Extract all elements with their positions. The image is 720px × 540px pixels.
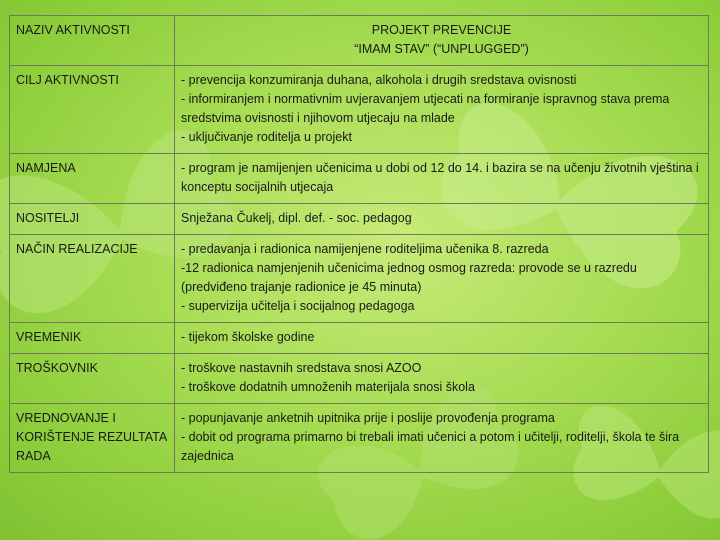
row-label-cell <box>10 235 175 323</box>
row-value-cell <box>175 323 709 354</box>
table-row <box>10 154 709 204</box>
row-label: TROŠKOVNIK <box>16 361 98 375</box>
row-label: VREMENIK <box>16 330 82 344</box>
row-line: - informiranjem i normativnim uvjeravanjem utjecati na formiranje ispravnog stava prema sredstvima ovisnosti i njihovom utjecaju na mlade <box>181 92 670 125</box>
row-label: CILJ AKTIVNOSTI <box>16 73 119 87</box>
row-label: VREDNOVANJE I KORIŠTENJE REZULTATA RADA <box>16 411 167 463</box>
row-line: - uključivanje roditelja u projekt <box>181 130 352 144</box>
row-label-cell <box>10 154 175 204</box>
row-label: NOSITELJI <box>16 211 80 225</box>
activity-table <box>9 15 709 473</box>
row-label-cell <box>10 66 175 154</box>
row-line: - predavanja i radionica namijenjene roditeljima učenika 8. razreda <box>181 242 549 256</box>
table-row <box>10 66 709 154</box>
row-label-cell <box>10 354 175 404</box>
row-line: - troškove nastavnih sredstava snosi AZOO <box>181 361 422 375</box>
row-label: NAČIN REALIZACIJE <box>16 242 138 256</box>
row-label: NAMJENA <box>16 161 76 175</box>
table-row <box>10 354 709 404</box>
table-row <box>10 204 709 235</box>
row-line: - tijekom školske godine <box>181 330 315 344</box>
row-line: -12 radionica namjenjenih učenicima jednog osmog razreda: provode se u razredu (predviđeno trajanje radionice je 45 minuta) <box>181 261 637 294</box>
table-row-header <box>10 16 709 66</box>
table-row <box>10 404 709 473</box>
header-label: NAZIV AKTIVNOSTI <box>16 23 130 37</box>
row-line: - supervizija učitelja i socijalnog pedagoga <box>181 299 415 313</box>
row-value-cell <box>175 154 709 204</box>
row-line: - prevencija konzumiranja duhana, alkohola i drugih sredstava ovisnosti <box>181 73 577 87</box>
header-value-line: PROJEKT PREVENCIJE <box>371 23 512 37</box>
row-value-cell <box>175 204 709 235</box>
header-value-cell <box>175 16 709 66</box>
row-line: - dobit od programa primarno bi trebali imati učenici a potom i učitelji, roditelji, škola te šira zajednica <box>181 430 680 463</box>
header-value-line: “IMAM STAV” (“UNPLUGGED”) <box>354 42 529 56</box>
row-line: - popunjavanje anketnih upitnika prije i poslije provođenja programa <box>181 411 555 425</box>
row-value-cell <box>175 354 709 404</box>
row-line: - troškove dodatnih umnoženih materijala snosi škola <box>181 380 475 394</box>
row-label-cell <box>10 404 175 473</box>
row-line: Snježana Čukelj, dipl. def. - soc. pedagog <box>181 211 412 225</box>
header-label-cell <box>10 16 175 66</box>
table-row <box>10 235 709 323</box>
row-line: - program je namijenjen učenicima u dobi od 12 do 14. i bazira se na učenju životnih vještina i konceptu socijalnih utjecaja <box>181 161 699 194</box>
row-label-cell <box>10 204 175 235</box>
row-value-cell <box>175 235 709 323</box>
table-row <box>10 323 709 354</box>
row-value-cell <box>175 66 709 154</box>
row-label-cell <box>10 323 175 354</box>
row-value-cell <box>175 404 709 473</box>
